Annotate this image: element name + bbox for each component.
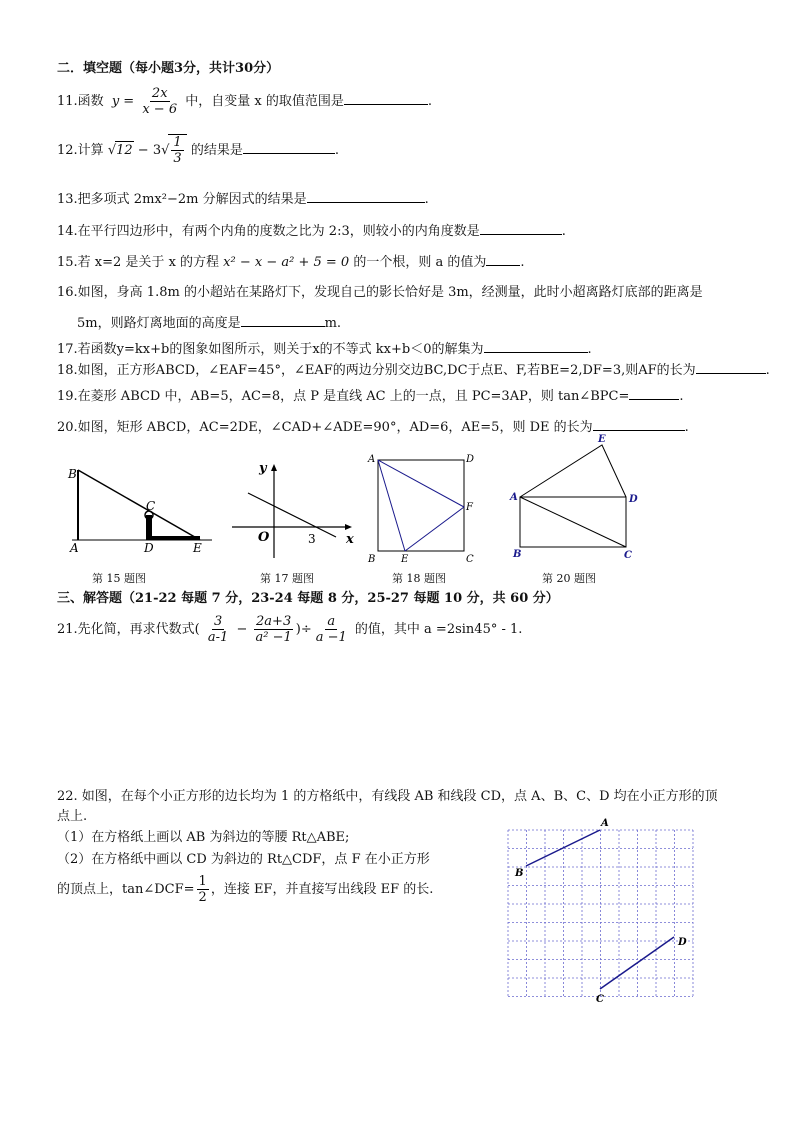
question-17: 17.若函数y=kx+b的图象如图所示，则关于x的不等式 kx+b＜0的解集为 . [57, 342, 592, 357]
answer-blank[interactable] [480, 222, 562, 235]
question-15: 15.若 x=2 是关于 x 的方程 x² − x − a² + 5 = 0 的一个根，则 a 的值为 . [57, 255, 525, 270]
label-E: E [193, 541, 202, 555]
grid-figure [498, 815, 708, 1005]
grid-lines [508, 830, 693, 997]
caption-fig15: 第 15 题图 [92, 572, 146, 585]
caption-fig20: 第 20 题图 [542, 572, 596, 585]
label-B: B [368, 554, 376, 565]
question-13: 13.把多项式 2mx²−2m 分解因式的结果是 . [57, 192, 429, 207]
question-18: 18.如图，正方形ABCD，∠EAF=45°，∠EAF的两边分别交边BC,DC于点E、F,若BE=2,DF=3,则AF的长为 . [57, 363, 770, 378]
question-14: 14.在平行四边形中，有两个内角的度数之比为 2:3，则较小的内角度数是 . [57, 224, 566, 239]
label-B: B [68, 467, 77, 481]
label-E: E [401, 554, 409, 565]
label-D: D [466, 454, 475, 465]
figure-18 [366, 452, 481, 567]
label-C: C [146, 499, 156, 513]
question-12: 12.计算 √12 − 3√ $\frac{1}{3}$ 的结果是 . [57, 135, 339, 166]
figure-15 [62, 462, 222, 562]
label-C: C [596, 994, 604, 1005]
figure-17 [230, 460, 360, 560]
label-F: F [466, 502, 473, 513]
question-19: 19.在菱形 ABCD 中，AB=5，AC=8，点 P 是直线 AC 上的一点，且 PC=3AP，则 tan∠BPC= . [57, 389, 684, 404]
question-22-part3: 的顶点上，tan∠DCF= $\frac{1}{2}$ ，连接 EF，并直接写出线段 EF 的长. [57, 874, 434, 905]
question-22-line1: 22. 如图，在每个小正方形的边长均为 1 的方格纸中，有线段 AB 和线段 CD，点 A、B、C、D 均在小正方形的顶 [57, 789, 718, 804]
question-20: 20.如图，矩形 ABCD，AC=2DE，∠CAD+∠ADE=90°，AD=6，AE=5，则 DE 的长为 . [57, 420, 689, 435]
sqrt-symbol: √ [161, 143, 170, 158]
label-D: D [144, 541, 154, 555]
label-C: C [466, 554, 474, 565]
label-x: x [346, 532, 354, 547]
section3-heading: 三、解答题（21-22 每题 7 分，23-24 每题 8 分，25-27 每题 10 分，共 60 分） [57, 591, 559, 606]
figure-20 [505, 432, 645, 562]
label-O: O [258, 530, 270, 545]
answer-blank[interactable] [241, 314, 325, 327]
answer-blank[interactable] [484, 340, 588, 353]
label-A: A [601, 818, 609, 829]
label-A: A [510, 492, 518, 503]
question-21: 21.先化简，再求代数式( $\frac{3}{a-1}$ − $\frac{2a+3}{\text{a² −1}}$ )÷ $\frac{a}{a -1}$ 的值，其中 a =2sin45° - 1. [57, 614, 523, 645]
answer-blank[interactable] [696, 361, 766, 374]
label-D: D [629, 494, 638, 505]
label-A: A [70, 541, 79, 555]
answer-blank[interactable] [344, 92, 428, 105]
answer-blank[interactable] [307, 190, 425, 203]
caption-fig18: 第 18 题图 [392, 572, 446, 585]
sqrt-symbol: √ [107, 143, 117, 158]
section2-heading: 二．填空题（每小题3分，共计30分） [57, 61, 280, 76]
segment-AB [526, 830, 600, 866]
q11-fraction: $\frac{2x}{x - 6}$ [142, 86, 178, 117]
label-B: B [513, 549, 522, 560]
question-22-part2: （2）在方格纸中画以 CD 为斜边的 Rt△CDF，点 F 在小正方形 [57, 852, 430, 867]
label-3: 3 [308, 532, 316, 546]
answer-blank[interactable] [243, 141, 335, 154]
label-y: y [259, 461, 267, 476]
label-B: B [515, 868, 524, 879]
segment-CD [600, 937, 674, 989]
question-22-line2: 点上. [57, 809, 88, 824]
label-C: C [624, 550, 632, 561]
question-22-part1: （1）在方格纸上画以 AB 为斜边的等腰 Rt△ABE; [57, 830, 350, 845]
answer-blank[interactable] [629, 387, 679, 400]
caption-fig17: 第 17 题图 [260, 572, 314, 585]
question-16-line2: 5m，则路灯离地面的高度是 m. [77, 316, 342, 331]
question-16-line1: 16.如图，身高 1.8m 的小超站在某路灯下，发现自己的影长恰好是 3m，经测量，此时小超离路灯底部的距离是 [57, 285, 703, 300]
question-11: 11.函数 y = $\frac{2x}{x - 6}$ 中，自变量 x 的取值范围是 . [57, 86, 432, 117]
answer-blank[interactable] [486, 253, 520, 266]
label-A: A [368, 454, 376, 465]
label-D: D [678, 937, 687, 948]
label-E: E [598, 434, 606, 445]
answer-blank[interactable] [593, 418, 685, 431]
